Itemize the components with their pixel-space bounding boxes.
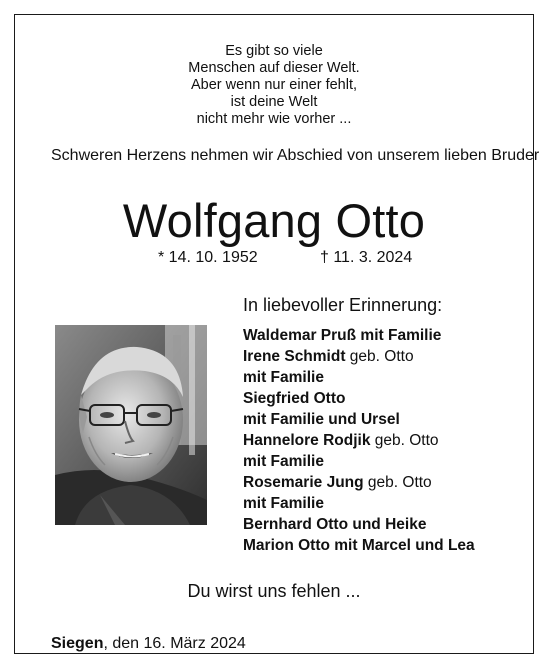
mourner-line: [243, 367, 543, 388]
poem-line: Es gibt so viele: [225, 43, 323, 59]
deceased-name: Wolfgang Otto: [122, 194, 426, 247]
mourner-line: [243, 325, 543, 346]
poem-line: Aber wenn nur einer fehlt,: [190, 77, 358, 93]
mourner-family: mit Familie: [243, 369, 324, 386]
place-city: Siegen: [51, 635, 104, 652]
mourner-line: [243, 430, 543, 451]
maiden-name: geb. Otto: [370, 432, 439, 449]
mourner-line: [243, 514, 543, 535]
mourner-line: [243, 346, 543, 367]
closing-line: Du wirst uns fehlen ...: [187, 581, 361, 601]
mourner-family: mit Familie und Ursel: [243, 411, 400, 428]
mourner-name: Bernhard Otto und Heike: [243, 516, 427, 533]
poem-line: ist deine Welt: [230, 94, 318, 110]
poem-line: nicht mehr wie vorher ...: [196, 111, 352, 127]
mourner-name: Marion Otto mit Marcel und Lea: [243, 537, 475, 554]
mourner-name: Rosemarie Jung: [243, 474, 364, 491]
mourner-name: Irene Schmidt: [243, 348, 346, 365]
mourner-name: Hannelore Rodjik: [243, 432, 371, 449]
mourner-line: [243, 388, 543, 409]
place-date: [51, 635, 246, 653]
mourner-line: [243, 493, 543, 514]
poem: [15, 43, 533, 128]
mourner-family: mit Familie: [243, 453, 324, 470]
mourner-name: Siegfried Otto: [243, 390, 346, 407]
place-date-text: , den 16. März 2024: [103, 635, 246, 652]
poem-line: Menschen auf dieser Welt.: [188, 60, 360, 76]
obituary-frame: [14, 14, 540, 654]
mourners-list: [243, 325, 543, 556]
mourner-family: mit Familie: [243, 495, 324, 512]
mourner-line: [243, 535, 543, 556]
maiden-name: geb. Otto: [345, 348, 414, 365]
mourner-line: [243, 451, 543, 472]
mourner-line: [243, 472, 543, 493]
portrait-photo: [55, 325, 207, 525]
mourner-line: [243, 409, 543, 430]
intro-text: Schweren Herzens nehmen wir Abschied von unserem lieben Bruder: [51, 147, 540, 164]
death-date: † 11. 3. 2024: [320, 249, 413, 266]
maiden-name: geb. Otto: [363, 474, 432, 491]
mourner-name: Waldemar Pruß mit Familie: [243, 327, 442, 344]
memory-heading: In liebevoller Erinnerung:: [243, 295, 443, 315]
birth-date: * 14. 10. 1952: [158, 249, 258, 266]
